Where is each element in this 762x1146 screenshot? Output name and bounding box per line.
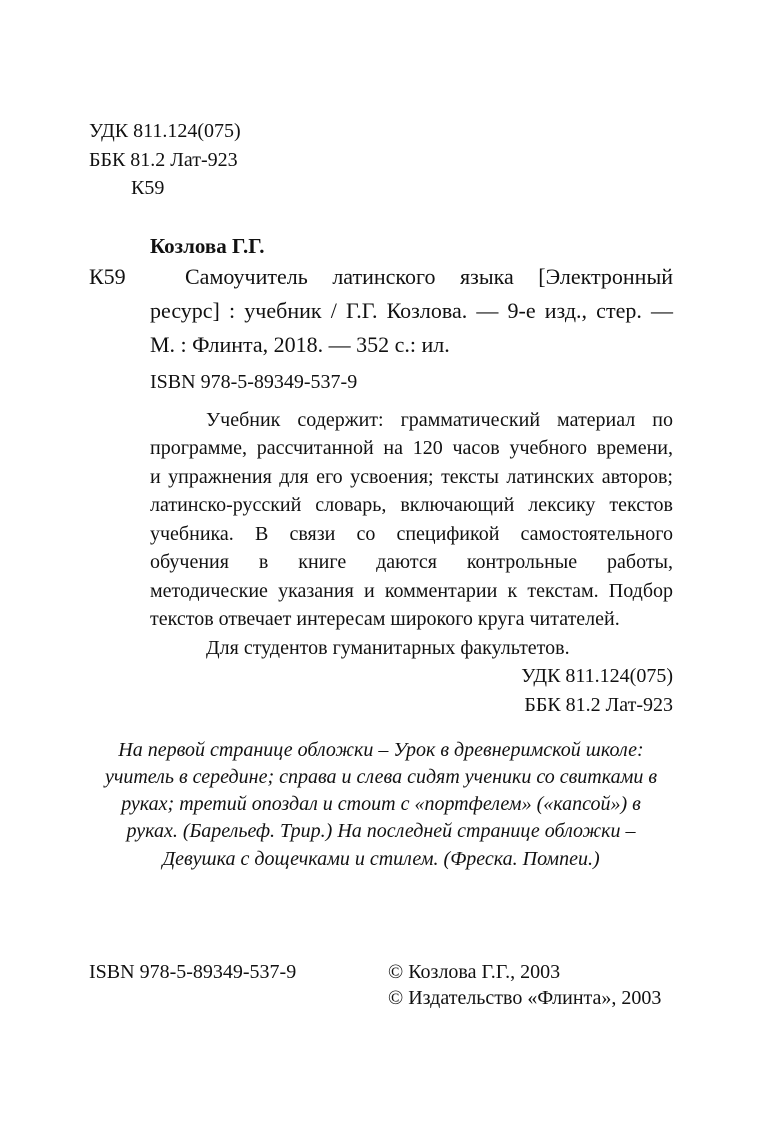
abstract-line: обучения в книге даются контрольные работы, bbox=[150, 551, 673, 573]
entry-author: Козлова Г.Г. bbox=[150, 234, 265, 258]
entry-title-line: М. : Флинта, 2018. — 352 с.: ил. bbox=[150, 332, 450, 357]
header-code: К59 bbox=[131, 177, 165, 199]
footer-copyright-publisher: © Издательство «Флинта», 2003 bbox=[388, 987, 662, 1009]
abstract-bbk: ББК 81.2 Лат-923 bbox=[524, 694, 673, 716]
abstract-line: текстов отвечает интересам широкого круга читателей. bbox=[150, 608, 620, 630]
entry-title-line: ресурс] : учебник / Г.Г. Козлова. — 9-е изд., стер. — bbox=[150, 298, 673, 323]
header-udk: УДК 811.124(075) bbox=[89, 120, 241, 142]
cover-note-line: На первой странице обложки – Урок в древнеримской школе: bbox=[118, 739, 644, 761]
abstract-line: программе, рассчитанной на 120 часов учебного времени, bbox=[150, 437, 673, 459]
cover-note-line: руках. (Барельеф. Трир.) На последней странице обложки – bbox=[126, 820, 636, 842]
header-bbk: ББК 81.2 Лат-923 bbox=[89, 149, 238, 171]
abstract-line: и упражнения для его усвоения; тексты латинских авторов; bbox=[150, 466, 673, 488]
footer-isbn: ISBN 978-5-89349-537-9 bbox=[89, 961, 297, 983]
entry-isbn: ISBN 978-5-89349-537-9 bbox=[150, 371, 358, 393]
entry-title-line: Самоучитель латинского языка [Электронный bbox=[185, 264, 673, 289]
abstract-audience: Для студентов гуманитарных факультетов. bbox=[206, 637, 570, 659]
abstract-udk: УДК 811.124(075) bbox=[521, 665, 673, 687]
abstract-line: Учебник содержит: грамматический материал по bbox=[206, 409, 673, 431]
footer-copyright-author: © Козлова Г.Г., 2003 bbox=[388, 961, 561, 983]
abstract-line: методические указания и комментарии к текстам. Подбор bbox=[150, 580, 673, 602]
cover-note-line: учитель в середине; справа и слева сидят ученики со свитками в bbox=[104, 766, 658, 788]
abstract-line: латинско-русский словарь, включающий лексику текстов bbox=[150, 494, 673, 516]
abstract-line: учебника. В связи со спецификой самостоятельного bbox=[150, 523, 673, 545]
cover-note-line: Девушка с дощечками и стилем. (Фреска. Помпеи.) bbox=[162, 848, 600, 870]
cover-note-line: руках; третий опоздал и стоит с «портфелем» («капсой») в bbox=[121, 793, 641, 815]
entry-code: К59 bbox=[89, 264, 126, 289]
